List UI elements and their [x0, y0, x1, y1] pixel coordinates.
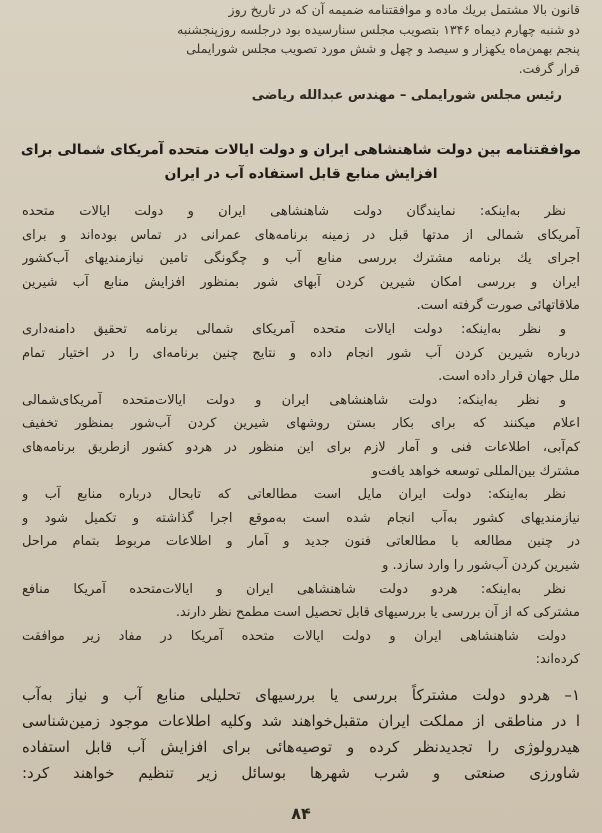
text-line: نظر به‌اینکه: هردو دولت شاهنشاهی ایران و ایالات‌متحده آمریکا منافع — [22, 581, 566, 597]
preamble-paragraph — [22, 483, 580, 577]
text-line: ۱– هردو دولت مشترکاً بررسی یا بررسیهای تحلیلی منابع آب و نیاز به‌آب — [22, 686, 580, 704]
agreement-title — [18, 138, 584, 186]
text-line: مشترك بین‌المللی توسعه خواهد یافت‌و — [371, 463, 580, 479]
text-line: مشترکی که از آن بررسی یا بررسیهای قابل تحصیل است مطمح نظر دارند. — [175, 605, 580, 621]
text-line: اعلام میکنند که برای بکار بستن روشهای شیرین کردن آب‌شور بمنظور تخفیف — [22, 416, 580, 432]
title-line: افزایش منابع قابل استفاده آب در ایران — [164, 166, 438, 182]
text-line: دو شنبه چهارم دیماه ۱۳۴۶ بتصویب مجلس سنارسیده بود درجلسه روزپنجشنبه — [177, 21, 580, 37]
signature-line: رئیس مجلس شورایملی – مهندس عبدالله ریاضی — [251, 88, 562, 103]
text-line: کم‌آبی، اطلاعات فنی و آمار لازم برای این منظور در هردو کشور ازطریق برنامه‌های — [22, 439, 580, 455]
text-line: در چنین مطالعه با مطالعاتی فنون جدید و آمار و اطلاعات مربوط بتمام مراحل — [22, 534, 580, 550]
preamble-paragraph — [22, 318, 580, 389]
text-line: و نظر به‌اینکه: دولت شاهنشاهی ایران و دولت ایالات‌متحده آمریکای‌شمالی — [22, 392, 566, 408]
text-line: شاورزی صنعتی و شرب شهرها بوسائل زیر تنظیم خواهند کرد: — [22, 764, 580, 782]
text-line: نظر به‌اینکه: نمایندگان دولت شاهنشاهی ایران و دولت ایالات متحده — [22, 204, 566, 219]
text-line: درباره شیرین کردن آب شور انجام داده و نتایج چنین برنامه‌ای را در اختیار تمام — [22, 345, 580, 361]
text-line: هیدرولوژی را تجدیدنظر کرده و توصیه‌هائی برای افزایش آب قابل استفاده — [22, 738, 580, 756]
text-line: دولت شاهنشاهی ایران و دولت ایالات متحده آمریکا در مفاد زیر موافقت — [22, 628, 566, 644]
text-line: و نظر به‌اینکه: دولت ایالات متحده آمریکای شمالی برنامه تحقیق دامنه‌داری — [22, 321, 566, 337]
text-line: اجرای یك برنامه مشترك بررسی منابع آب و چگونگی تامین نیازمندیهای آب‌کشور — [22, 251, 580, 267]
preamble-paragraph — [22, 578, 580, 625]
title-line: موافقتنامه بین دولت شاهنشاهی ایران و دولت ایالات متحده آمریکای شمالی برای — [20, 142, 582, 158]
text-line: کرده‌اند: — [535, 652, 580, 668]
article-one — [22, 682, 580, 786]
text-line: نیازمندیهای کشور به‌آب انجام شده است به‌موقع اجرا گذاشته و تکمیل شود و — [22, 510, 580, 526]
page-number: ۸۴ — [291, 804, 311, 823]
text-line: ملل جهان قرار داده است. — [438, 369, 580, 385]
preamble-paragraph — [22, 200, 580, 318]
text-line: قرار گرفت. — [518, 60, 580, 76]
text-line: ملاقاتهائی صورت گرفته است. — [416, 298, 580, 314]
text-line: پنجم بهمن‌ماه یکهزار و سیصد و چهل و شش مورد تصویب مجلس شورایملی — [186, 41, 580, 56]
intro-paragraph — [22, 0, 580, 78]
preamble-paragraph — [22, 389, 580, 483]
text-line: نظر به‌اینکه: دولت ایران مایل است مطالعاتی که تابحال درباره منابع آب و — [22, 487, 566, 503]
text-line: قانون بالا مشتمل بريك ماده و موافقتنامه ضميمه آن كه در تاريخ روز — [228, 2, 580, 17]
agreement-body — [22, 200, 580, 672]
text-line: ایران و بررسی امکان شیرین کردن آبهای شور بمنظور افزایش منابع آب شیرین — [22, 274, 580, 290]
text-line: آمریکای شمالی از مدتها قبل در زمینه برنامه‌های عمرانی در تماس بوده‌اند و برای — [22, 227, 580, 243]
text-line: شیرین کردن آب‌شور را وارد سازد. و — [382, 557, 580, 573]
agreement-clause — [22, 625, 580, 672]
text-line: ا در مناطقی از مملکت ایران متقبل‌خواهند شد وکلیه اطلاعات موجود زمین‌شناسی — [22, 712, 580, 730]
